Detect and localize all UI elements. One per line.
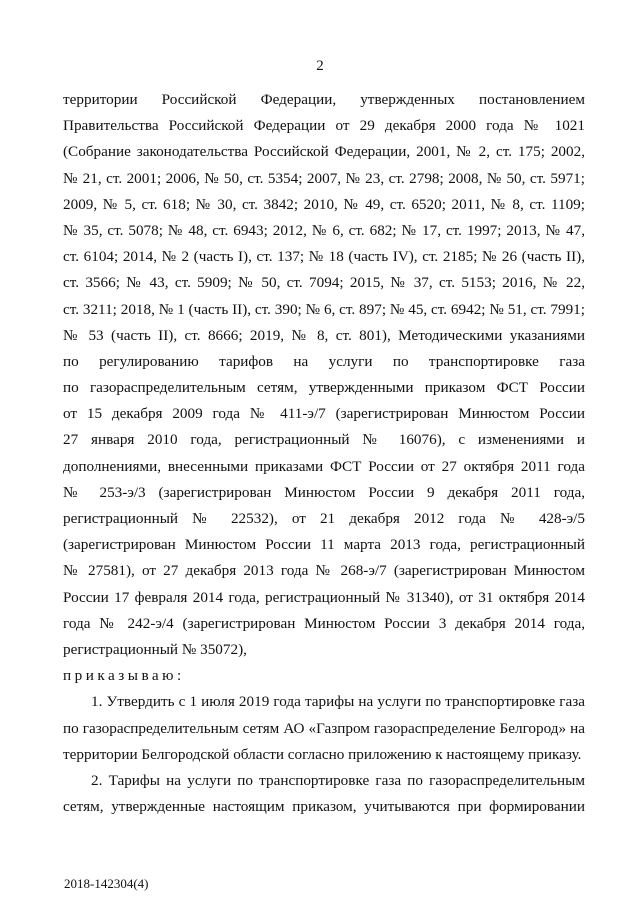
text-line: года № 242-э/4 (зарегистрирован Минюстом России 3 декабря 2014 года,	[63, 614, 585, 632]
document-code: 2018-142304(4)	[64, 876, 149, 891]
text-line: дополнениями, внесенными приказами ФСТ России от 27 октября 2011 года	[63, 457, 585, 475]
text-line: по регулированию тарифов на услуги по транспортировке газа	[63, 352, 585, 370]
paragraph-1-start: 1. Утвердить с 1 июля 2019 года тарифы на услуги по транспортировке газа	[91, 693, 585, 711]
text-line: № 253-э/3 (зарегистрирован Минюстом России 9 декабря 2011 года,	[63, 483, 585, 501]
text-line: ст. 3211; 2018, № 1 (часть II), ст. 390; № 6, ст. 897; № 45, ст. 6942; № 51, ст. 7991;	[63, 300, 585, 318]
text-line: (зарегистрирован Минюстом России 11 марта 2013 года, регистрационный	[63, 536, 585, 554]
text-line: по газораспределительным сетям АО «Газпром газораспределение Белгород» на	[63, 719, 585, 737]
text-line: регистрационный № 22532), от 21 декабря 2012 года № 428-э/5	[63, 510, 585, 527]
text-line: территории Белгородской области согласно приложению к настоящему приказу.	[63, 745, 582, 763]
document-body	[63, 87, 585, 820]
text-line: ст. 3566; № 43, ст. 5909; № 50, ст. 7094; 2015, № 37, ст. 5153; 2016, № 22,	[63, 274, 585, 292]
text-line: 27 января 2010 года, регистрационный № 16076), с изменениями и	[63, 431, 585, 449]
paragraph-2-start: 2. Тарифы на услуги по транспортировке газа по газораспределительным	[91, 771, 585, 789]
page-number: 2	[316, 58, 324, 74]
text-line: сетям, утвержденные настоящим приказом, учитываются при формировании	[63, 798, 585, 816]
text-line: по газораспределительным сетям, утвержденными приказом ФСТ России	[63, 379, 585, 397]
text-line: № 21, ст. 2001; 2006, № 50, ст. 5354; 2007, № 23, ст. 2798; 2008, № 50, ст. 5971;	[63, 169, 585, 187]
text-line: 2009, № 5, ст. 618; № 30, ст. 3842; 2010, № 49, ст. 6520; 2011, № 8, ст. 1109;	[63, 195, 585, 213]
text-line: (Собрание законодательства Российской Федерации, 2001, № 2, ст. 175; 2002,	[63, 143, 585, 161]
text-line: ст. 6104; 2014, № 2 (часть I), ст. 137; № 18 (часть IV), ст. 2185; № 26 (часть II),	[63, 248, 585, 266]
text-line: № 27581), от 27 декабря 2013 года № 268-э/7 (зарегистрирован Минюстом	[63, 562, 585, 580]
text-line: России 17 февраля 2014 года, регистрационный № 31340), от 31 октября 2014	[63, 588, 585, 606]
text-line: Правительства Российской Федерации от 29 декабря 2000 года № 1021	[63, 117, 585, 135]
order-keyword: приказываю:	[63, 667, 185, 685]
text-line: территории Российской Федерации, утвержденных постановлением	[63, 91, 585, 108]
text-line: регистрационный № 35072),	[63, 640, 247, 658]
text-line: № 53 (часть II), ст. 8666; 2019, № 8, ст. 801), Методическими указаниями	[63, 326, 585, 344]
text-line: от 15 декабря 2009 года № 411-э/7 (зарегистрирован Минюстом России	[63, 405, 585, 423]
text-line: № 35, ст. 5078; № 48, ст. 6943; 2012, № 6, ст. 682; № 17, ст. 1997; 2013, № 47,	[63, 221, 585, 239]
